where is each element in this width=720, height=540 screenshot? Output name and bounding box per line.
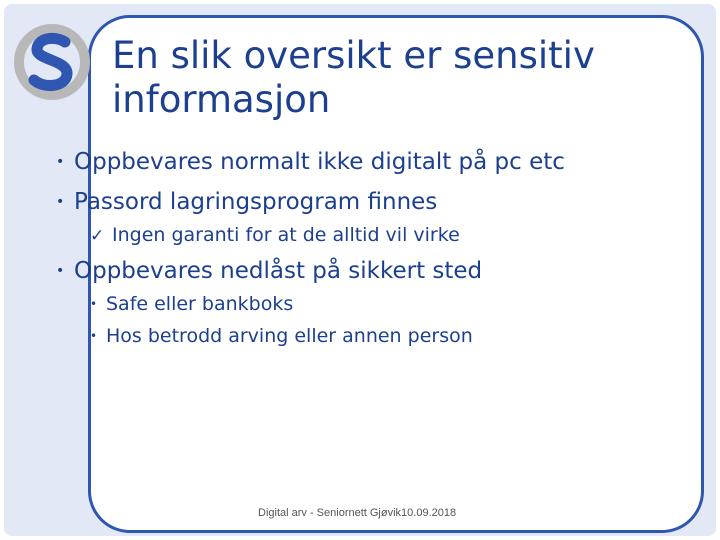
bullet-marker: • xyxy=(90,297,98,311)
bullet-marker: • xyxy=(90,329,98,343)
slide-title: En slik oversikt er sensitiv informasjon xyxy=(112,34,595,121)
bullet-marker: • xyxy=(56,194,65,210)
bullet-item xyxy=(56,189,437,215)
sub-bullet-item xyxy=(90,325,473,347)
checkmark-icon: ✓ xyxy=(90,226,105,246)
bullet-item xyxy=(56,149,565,175)
bullet-item xyxy=(56,258,482,284)
bullet-marker: • xyxy=(56,263,65,279)
bullet-text: Oppbevares normalt ikke digitalt på pc etc xyxy=(74,149,565,175)
sub-bullet-item xyxy=(90,293,293,315)
seniornett-logo-icon xyxy=(12,22,92,102)
slide-footer: Digital arv - Seniornett Gjøvik10.09.2018 xyxy=(258,507,457,519)
bullet-text: Hos betrodd arving eller annen person xyxy=(106,325,473,347)
bullet-text: Safe eller bankboks xyxy=(106,293,294,315)
bullet-text: Ingen garanti for at de alltid vil virke xyxy=(112,224,460,246)
bullet-marker: • xyxy=(56,154,65,170)
bullet-item xyxy=(90,224,460,246)
bullet-text: Oppbevares nedlåst på sikkert sted xyxy=(74,258,483,284)
bullet-text: Passord lagringsprogram finnes xyxy=(74,189,438,215)
